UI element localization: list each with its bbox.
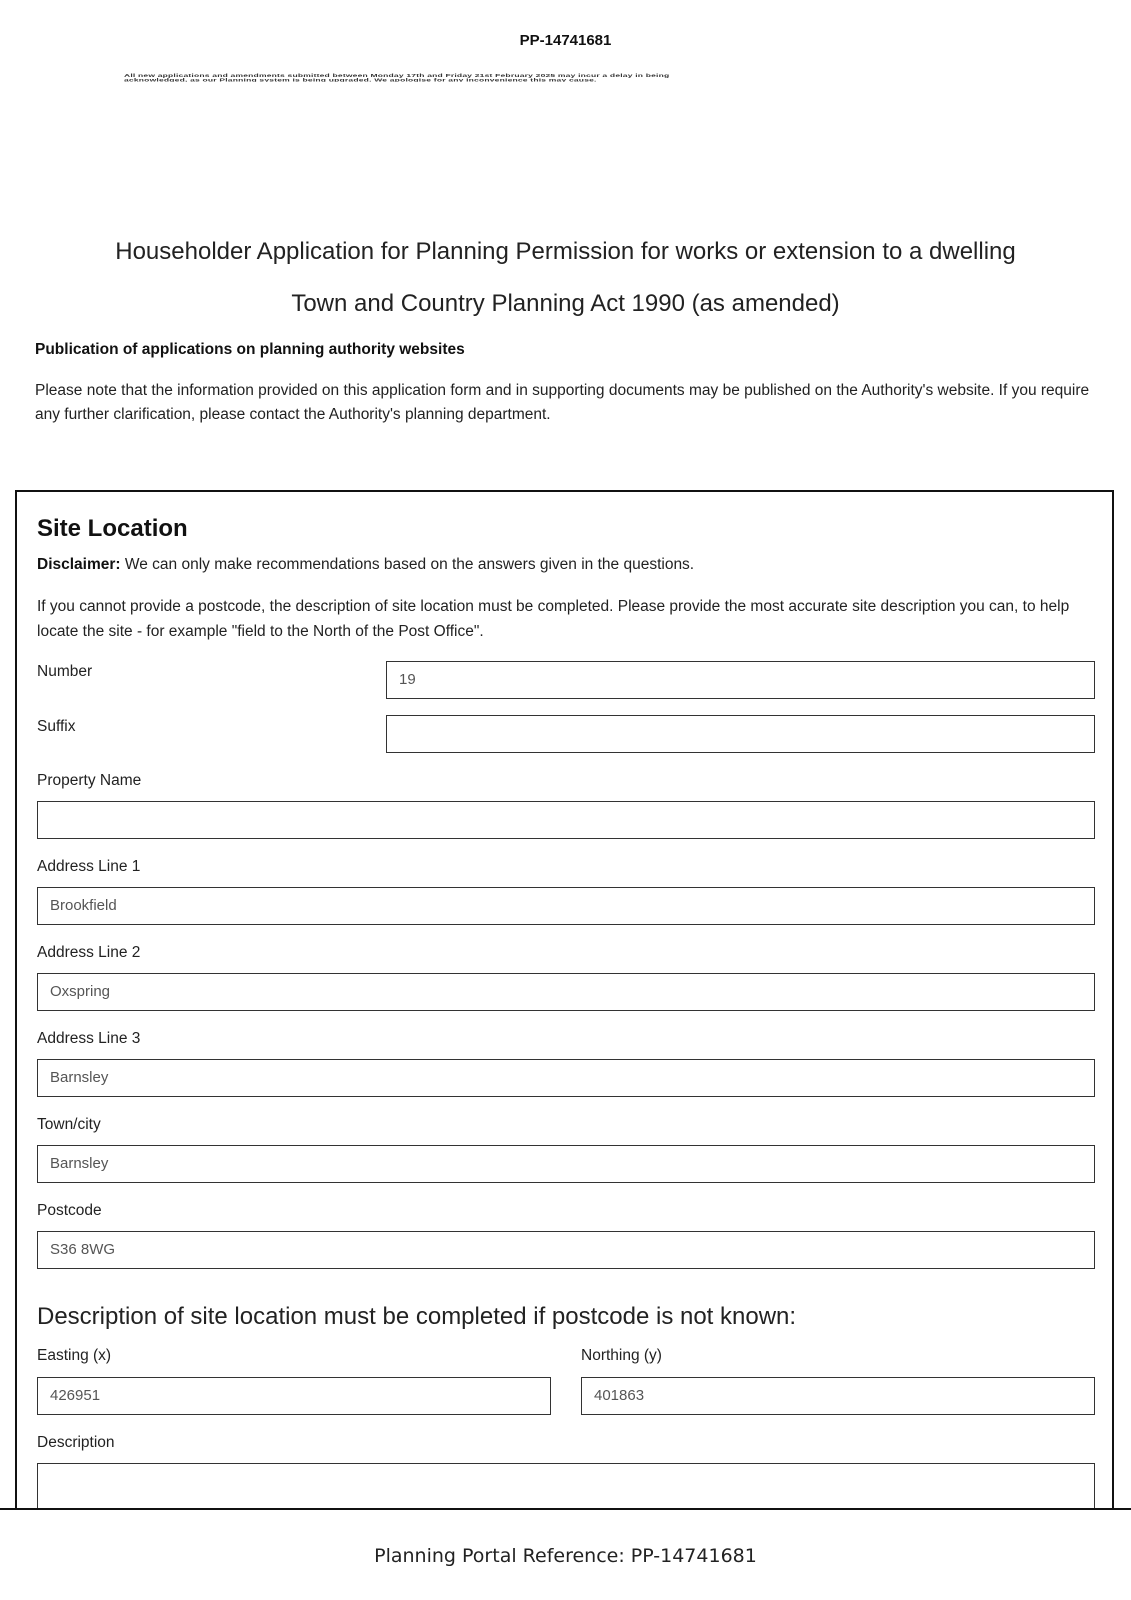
notice-line-2: acknowledged, as our Planning system is being upgraded. We apologise for any inconvenience this may cause. — [124, 76, 597, 82]
notice-line-1: All new applications and amendments submitted between Monday 17th and Friday 21st February 2025 may incur a delay in being — [124, 73, 670, 78]
address-line-3-field[interactable]: Barnsley — [37, 1059, 1095, 1097]
address-line-3-label: Address Line 3 — [37, 1030, 141, 1047]
number-label: Number — [37, 663, 93, 680]
address-line-1-field[interactable]: Brookfield — [37, 887, 1095, 925]
northing-field[interactable]: 401863 — [581, 1377, 1095, 1415]
publication-heading: Publication of applications on planning authority websites — [35, 341, 465, 358]
upgrade-notice — [124, 73, 924, 82]
address-line-2-field[interactable]: Oxspring — [37, 973, 1095, 1011]
section-title: Site Location — [37, 515, 188, 542]
property-name-field[interactable] — [37, 801, 1095, 839]
property-name-label: Property Name — [37, 772, 142, 789]
help-text: If you cannot provide a postcode, the description of site location must be completed. Please provide the most accurate site description you can, to help locate the site - for example "field to the North of the Post Office". — [37, 598, 1070, 640]
description-label: Description — [37, 1434, 115, 1451]
postcode-field[interactable]: S36 8WG — [37, 1231, 1095, 1269]
address-line-2-label: Address Line 2 — [37, 944, 141, 961]
suffix-field[interactable] — [386, 715, 1095, 753]
suffix-label: Suffix — [37, 718, 76, 735]
publication-text: Please note that the information provided on this application form and in supporting documents may be published on the Authority's website. If you require any further clarification, please contact the Authority's planning department. — [35, 382, 1090, 423]
address-line-1-label: Address Line 1 — [37, 858, 141, 875]
number-field[interactable]: 19 — [386, 661, 1095, 699]
description-field[interactable] — [37, 1463, 1095, 1509]
page-divider — [0, 1508, 1131, 1510]
easting-label: Easting (x) — [37, 1347, 112, 1364]
disclaimer — [37, 556, 694, 574]
footer-reference: Planning Portal Reference: PP-14741681 — [374, 1545, 757, 1567]
town-city-field[interactable]: Barnsley — [37, 1145, 1095, 1183]
disclaimer-text: We can only make recommendations based on the answers given in the questions. — [120, 556, 695, 573]
easting-field[interactable]: 426951 — [37, 1377, 551, 1415]
reference-number: PP-14741681 — [519, 32, 612, 49]
town-city-label: Town/city — [37, 1116, 101, 1133]
description-heading: Description of site location must be completed if postcode is not known: — [37, 1303, 797, 1330]
form-subtitle: Town and Country Planning Act 1990 (as amended) — [291, 290, 840, 317]
disclaimer-label: Disclaimer: — [37, 556, 121, 573]
form-title: Householder Application for Planning Permission for works or extension to a dwelling — [115, 238, 1016, 265]
postcode-label: Postcode — [37, 1202, 102, 1219]
northing-label: Northing (y) — [581, 1347, 662, 1364]
